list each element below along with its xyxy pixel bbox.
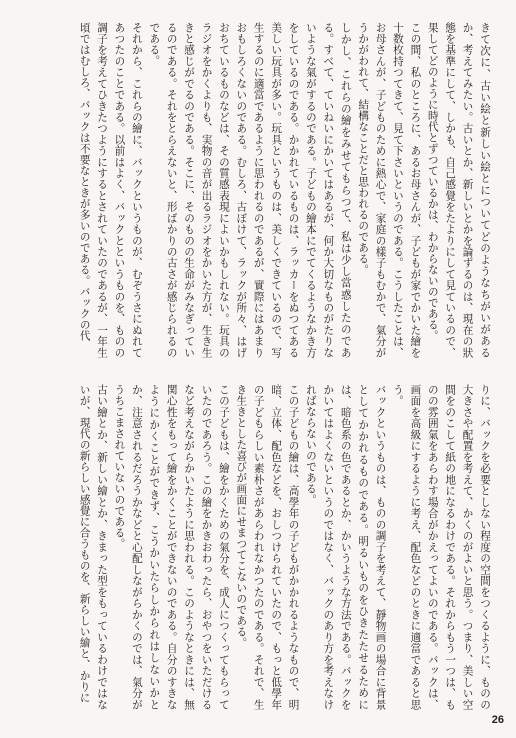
upper-text-block xyxy=(18,22,493,358)
paragraph: りに、バックを必要としない程度の空間をつくるように、ものの大きさや配置を考えて、かくのがよいと思う。つまり、美しい空間をのこして紙の地になるわけである。それからもう一つは、ものの雰囲氣をあらわす場合がかえってよいのである。バックは、画面を高級にするように考え、配色などのときに適當であると思う。 xyxy=(391,384,491,710)
paragraph: この間、私のところに、あるお母さんが、子どもが家でかいた繪を十数枚持つてきて、見て下さいというのである。こうしたことは、お母さんが、子どものために熱心で、家庭の樣子もむかで、氣分がうかがわれて、結構なことだと思われるのである。 xyxy=(357,22,422,358)
paragraph: 古い繪とか、新しい繪とか、きまった型をもっているわけではないが、現代の新らしい感覺に合うものを、新らしい繪と、かりに xyxy=(78,384,109,710)
page-number: 26 xyxy=(491,714,504,726)
paragraph: きて次に、古い絵と新しい絵とについてどのようなちがいがあるか、考えてみたい。古いとか、新しいとかを論ずるのは、現在の狀態を基準にして、しかも、自己感覺をたよりにして見ているので、果してどのように時代とずつているかは、わからないのである。 xyxy=(426,22,491,358)
paragraph: この子どもの繪は、高學年の子どもがかかれるようなもので、明暗、立体、配色などを、おしつけられていたので、もっと低學年の子どもらしい素朴さがあらわれなかつたのである。それで、生き生きとした喜びが画面にせまつてこないのである。 xyxy=(235,384,300,710)
paragraph: この子どもは、繪をかくための氣分を、成人につくってもらっていたのであろう。この繪をかきおわったら、おやつをいただけるなど考えながらかいたように思われる。このようなときには、無関心性をもって繪をかくことができないのである。自分のすきなようにかくことができず、こうかいたらしかられはしないかとか、注意されるだろうかなどと心配しながらかくのでは、氣分がうちこまされていないのである。 xyxy=(113,384,230,710)
lower-text-block xyxy=(18,384,493,710)
paragraph: しかし、これらの繪をみせてもらつて、私は少し當惑したのである。すべて、ていねいにかいてはあるが、何か大切なものがたりないような氣がするのである。子どもの繪本にでてくるようなかき方をしているのである。かかれているものは、ラッカーをぬつてある美しい玩具が多い。玩具というものは、美しくできているので、写生するのに適當であるように思われるのであるが、實際にはあまりおもしろくないのである。むしろ、古ぼけて、ラックが所々、はげおちているものなどは、その質感表現によいかもしれない。玩具のラジオをかくよりも、実物の音が出るラジオをかいた方が、生き生きと感じがでるのである。そこに、そのものの生命がみなぎっているのである。それをとらえないと、形ばかりの古さが感じられるのである。 xyxy=(148,22,352,358)
paragraph: バックというものは、ものの調子を考えて、靜物画の場合に背景としてかかれるものである。明るいものをひきたたせるためには、暗色系の色であるとか、かいうような方法である。バックをかいてはよくないというのではなく、バックのあり方を考えなければならないのである。 xyxy=(304,384,387,710)
paragraph: それから、これらの繪に、バックというものが、むぞうさにぬれてあつたのことである。以前はよく、バックとというものを、ものの調子を考えてひきたつようにするとされていたのであるが、一年生頃ではむしろ、バックは不要なときが多いのである。バックの代 xyxy=(78,22,143,358)
